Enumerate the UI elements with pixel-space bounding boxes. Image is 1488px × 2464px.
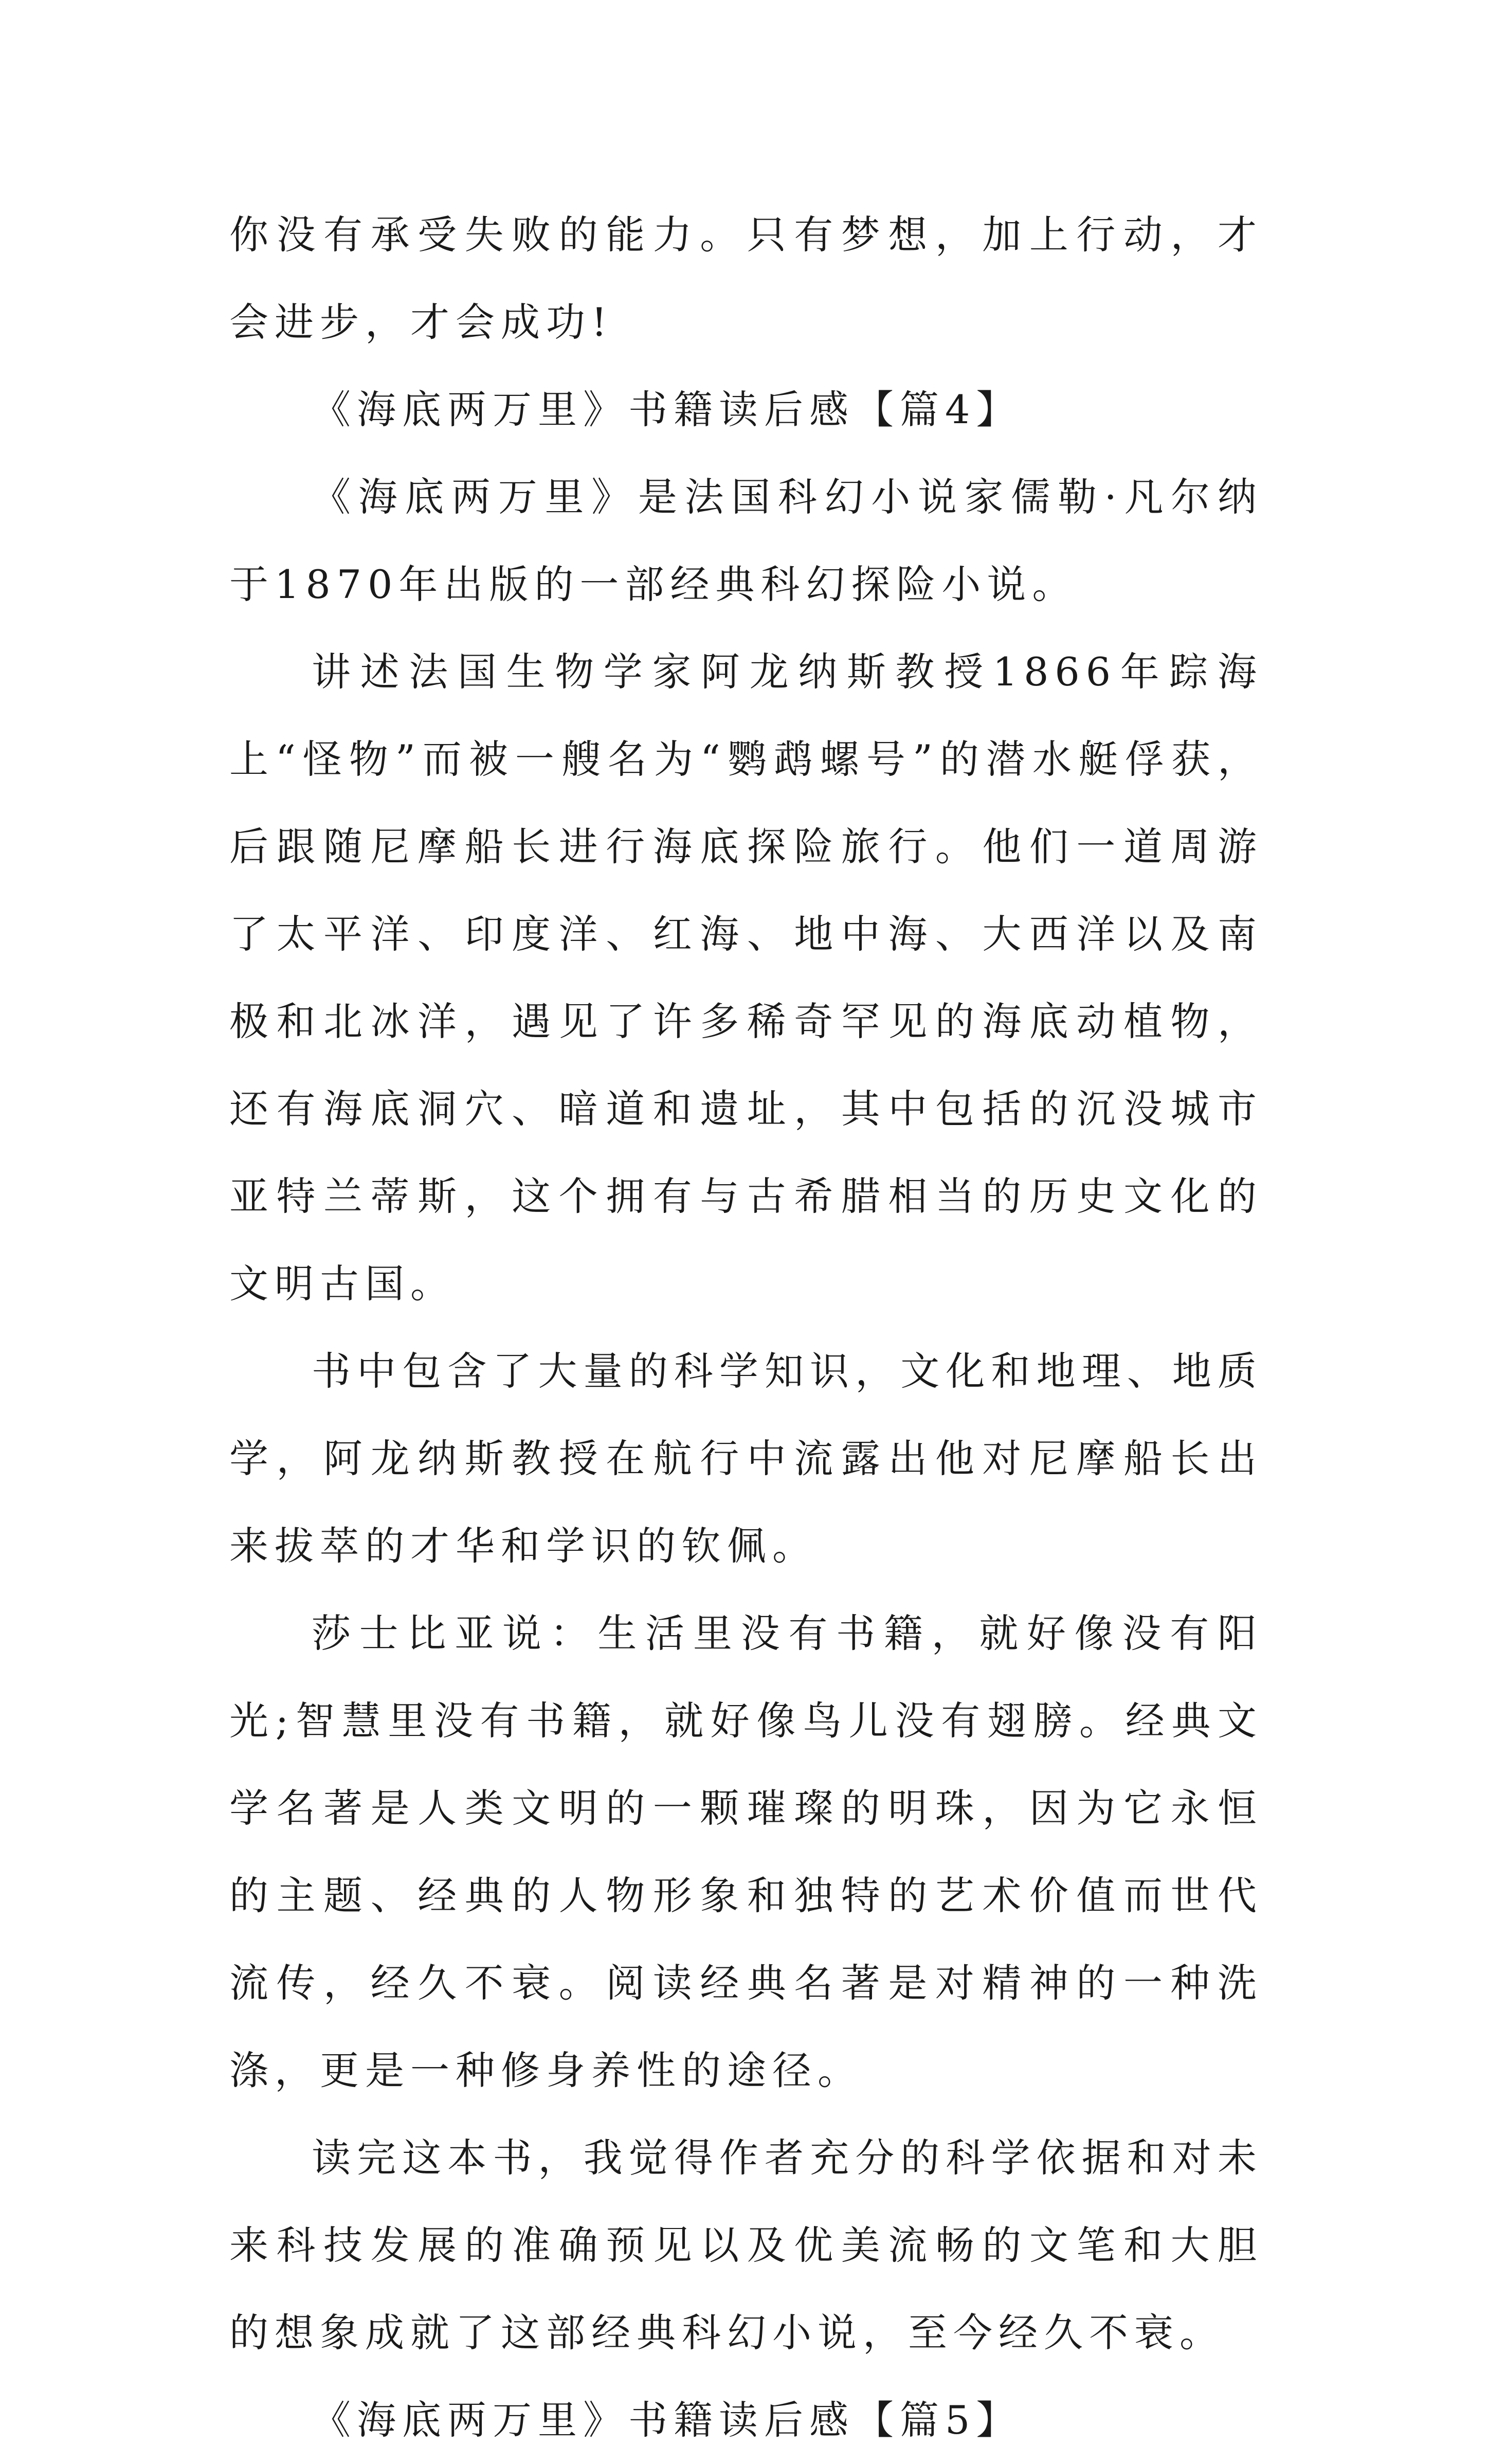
paragraph: 你没有承受失败的能力。只有梦想，加上行动，才会进步，才会成功! [229, 212, 1263, 345]
section-heading: 《海底两万里》书籍读后感【篇5】 [312, 2397, 1022, 2443]
document-body [229, 191, 1263, 2464]
paragraph: 《海底两万里》是法国科幻小说家儒勒·凡尔纳于1870年出版的一部经典科幻探险小说。 [229, 474, 1263, 607]
paragraph: 莎士比亚说：生活里没有书籍，就好像没有阳光;智慧里没有书籍，就好像鸟儿没有翅膀。经典文学名著是人类文明的一颗璀璨的明珠，因为它永恒的主题、经典的人物形象和独特的艺术价值而世代流传，经久不衰。阅读经典名著是对精神的一种洗涤，更是一种修身养性的途径。 [229, 1610, 1263, 2093]
paragraph: 书中包含了大量的科学知识，文化和地理、地质学，阿龙纳斯教授在航行中流露出他对尼摩船长出来拔萃的才华和学识的钦佩。 [229, 1348, 1263, 1569]
paragraph: 读完这本书，我觉得作者充分的科学依据和对未来科技发展的准确预见以及优美流畅的文笔和大胆的想象成就了这部经典科幻小说，至今经久不衰。 [229, 2135, 1263, 2356]
paragraph: 讲述法国生物学家阿龙纳斯教授1866年踪海上“怪物”而被一艘名为“鹦鹉螺号”的潜水艇俘获，后跟随尼摩船长进行海底探险旅行。他们一道周游了太平洋、印度洋、红海、地中海、大西洋以及南极和北冰洋，遇见了许多稀奇罕见的海底动植物，还有海底洞穴、暗道和遗址，其中包括的沉没城市亚特兰蒂斯，这个拥有与古希腊相当的历史文化的文明古国。 [229, 649, 1263, 1307]
section-heading: 《海底两万里》书籍读后感【篇4】 [312, 387, 1022, 432]
